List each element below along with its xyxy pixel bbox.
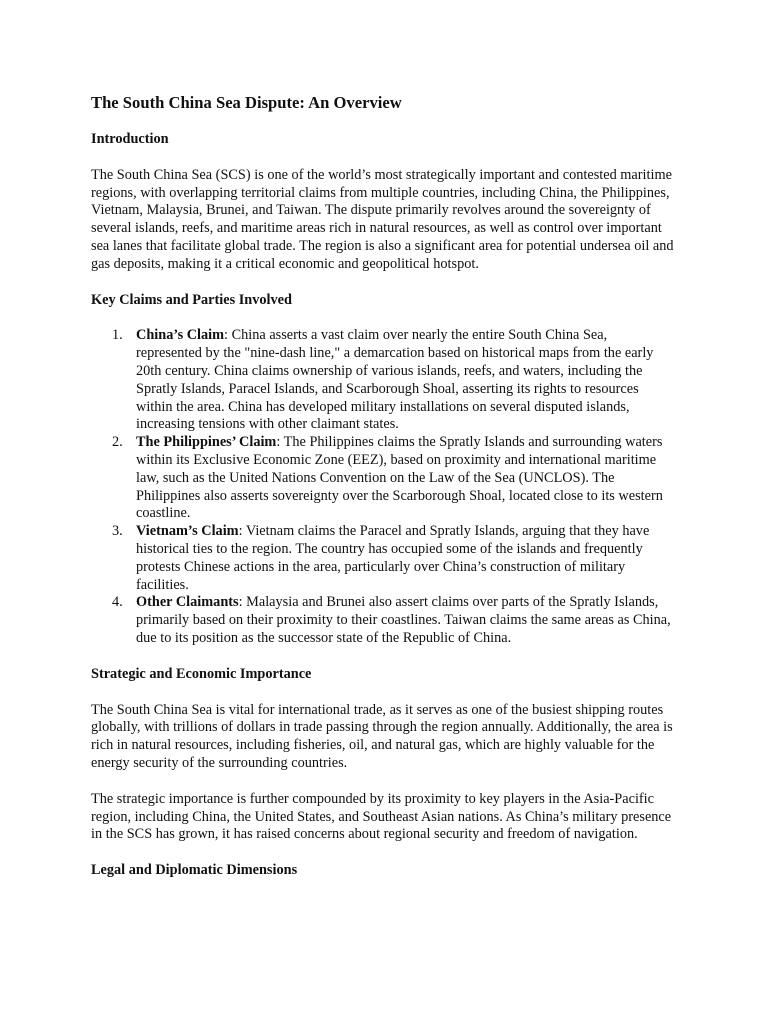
document-title: The South China Sea Dispute: An Overview [91, 93, 402, 112]
list-item [91, 523, 676, 594]
claim-name: Vietnam’s Claim [136, 523, 239, 540]
list-number: 1. [112, 327, 123, 344]
section-heading-introduction: Introduction [91, 131, 169, 147]
claim-name: China’s Claim [136, 327, 225, 344]
section-heading-legal: Legal and Diplomatic Dimensions [91, 862, 298, 879]
claim-text: : Vietnam claims the Paracel and Spratly Islands, arguing that they have historical ties to the region. The country has occupied some of the islands and frequently protests Chinese actions in the area, particularly over China’s construction of military facilities. [136, 523, 650, 593]
claims-list [91, 327, 676, 647]
list-item [91, 434, 676, 523]
list-number: 4. [112, 594, 123, 611]
section-heading-strategic: Strategic and Economic Importance [91, 665, 312, 682]
introduction-paragraph: The South China Sea (SCS) is one of the world’s most strategically important and contested maritime regions, with overlapping territorial claims from multiple countries, including China, the Philippines, Vietnam, Malaysia, Brunei, and Taiwan. The dispute primarily revolves around the sovereignty of several islands, reefs, and maritime areas rich in natural resources, as well as control over important sea lanes that facilitate global trade. The region is also a significant area for potential undersea oil and gas deposits, making it a critical economic and geopolitical hotspot. [91, 166, 674, 272]
claim-name: The Philippines’ Claim [136, 434, 277, 451]
list-number: 3. [112, 523, 123, 540]
claim-text: : China asserts a vast claim over nearly the entire South China Sea, represented by the "nine-dash line," a demarcation based on historical maps from the early 20th century. China claims ownership of various islands, reefs, and waters, including the Spratly Islands, Paracel Islands, and Scarborough Shoal, asserting its rights to resources within the area. China has developed military installations on several disputed islands, increasing tensions with other claimant states. [136, 327, 654, 433]
list-item [91, 594, 676, 647]
strategic-paragraph-2: The strategic importance is further compounded by its proximity to key players in the Asia-Pacific region, including China, the United States, and Southeast Asian nations. As China’s military presence in the SCS has grown, it has raised concerns about regional security and freedom of navigation. [91, 790, 672, 843]
list-item [91, 327, 676, 434]
claim-name: Other Claimants [136, 594, 239, 611]
strategic-paragraph-1: The South China Sea is vital for international trade, as it serves as one of the busiest shipping routes globally, with trillions of dollars in trade passing through the region annually. Additionally, the area is rich in natural resources, including fisheries, oil, and natural gas, which are highly valuable for the energy security of the surrounding countries. [91, 701, 673, 771]
claim-text: : Malaysia and Brunei also assert claims over parts of the Spratly Islands, primarily based on their proximity to their coastlines. Taiwan claims the same areas as China, due to its position as the successor state of the Republic of China. [136, 594, 671, 646]
claim-text: : The Philippines claims the Spratly Islands and surrounding waters within its Exclusive Economic Zone (EEZ), based on proximity and international maritime law, such as the United Nations Convention on the Law of the Sea (UNCLOS). The Philippines also asserts sovereignty over the Scarborough Shoal, located close to its western coastline. [136, 434, 663, 522]
list-number: 2. [112, 434, 123, 451]
section-heading-key-claims: Key Claims and Parties Involved [91, 291, 292, 308]
document-page [91, 93, 676, 898]
